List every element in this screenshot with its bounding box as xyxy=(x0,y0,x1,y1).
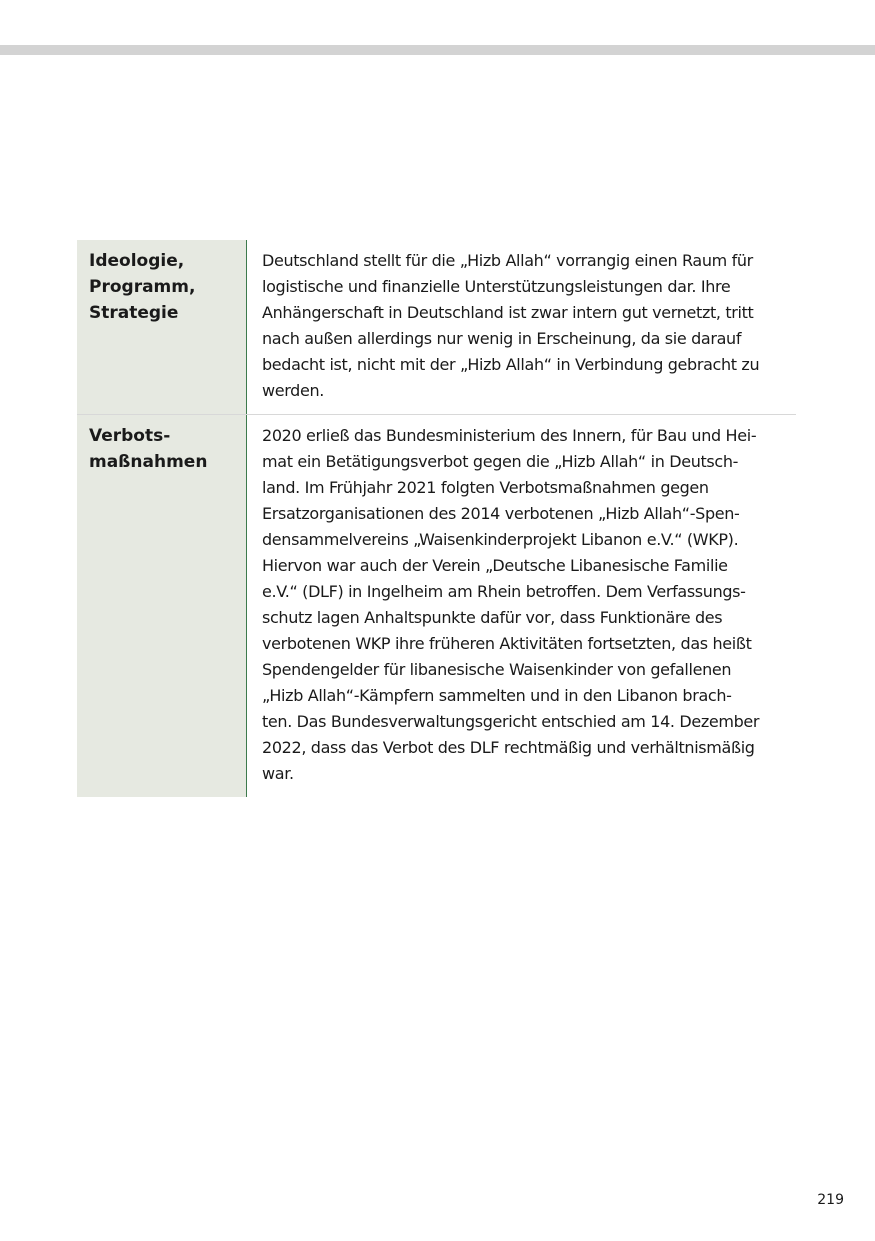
text-line: land. Im Frühjahr 2021 folgten Verbotsmaßnahmen gegen xyxy=(262,478,709,497)
text-line: 2020 erließ das Bundesministerium des Innern, für Bau und Hei- xyxy=(262,426,757,445)
page-number: 219 xyxy=(817,1192,844,1208)
label-line: Programm, xyxy=(89,277,196,297)
row-text xyxy=(247,240,796,414)
text-line: Deutschland stellt für die „Hizb Allah“ vorrangig einen Raum für xyxy=(262,251,753,270)
text-line: logistische und finanzielle Unterstützungsleistungen dar. Ihre xyxy=(262,277,731,296)
text-line: werden. xyxy=(262,381,325,400)
text-line: „Hizb Allah“-Kämpfern sammelten und in den Libanon brach- xyxy=(262,686,732,705)
text-line: bedacht ist, nicht mit der „Hizb Allah“ in Verbindung gebracht zu xyxy=(262,355,760,374)
text-line: nach außen allerdings nur wenig in Erscheinung, da sie darauf xyxy=(262,329,742,348)
text-line: Spendengelder für libanesische Waisenkinder von gefallenen xyxy=(262,660,732,679)
text-line: war. xyxy=(262,764,294,783)
text-line: e.V.“ (DLF) in Ingelheim am Rhein betroffen. Dem Verfassungs- xyxy=(262,582,746,601)
text-line: Ersatzorganisationen des 2014 verbotenen „Hizb Allah“-Spen- xyxy=(262,504,740,523)
text-line: verbotenen WKP ihre früheren Aktivitäten fortsetzten, das heißt xyxy=(262,634,752,653)
info-table xyxy=(77,240,796,797)
label-line: Ideologie, xyxy=(89,251,185,271)
text-line: schutz lagen Anhaltspunkte dafür vor, dass Funktionäre des xyxy=(262,608,723,627)
text-line: 2022, dass das Verbot des DLF rechtmäßig und verhältnismäßig xyxy=(262,738,755,757)
text-line: Hiervon war auch der Verein „Deutsche Libanesische Familie xyxy=(262,556,728,575)
text-line: ten. Das Bundesverwaltungsgericht entschied am 14. Dezember xyxy=(262,712,760,731)
text-line: Anhängerschaft in Deutschland ist zwar intern gut vernetzt, tritt xyxy=(262,303,754,322)
text-line: densammelvereins „Waisenkinderprojekt Libanon e.V.“ (WKP). xyxy=(262,530,739,549)
table-row-ideology xyxy=(77,240,796,414)
header-rule xyxy=(0,45,875,55)
table-row-ban-measures xyxy=(77,414,796,797)
text-line: mat ein Betätigungsverbot gegen die „Hizb Allah“ in Deutsch- xyxy=(262,452,739,471)
row-text xyxy=(247,415,796,797)
row-label xyxy=(77,415,247,797)
label-line: maßnahmen xyxy=(89,452,208,472)
label-line: Verbots- xyxy=(89,426,171,446)
label-line: Strategie xyxy=(89,303,179,323)
row-label xyxy=(77,240,247,414)
